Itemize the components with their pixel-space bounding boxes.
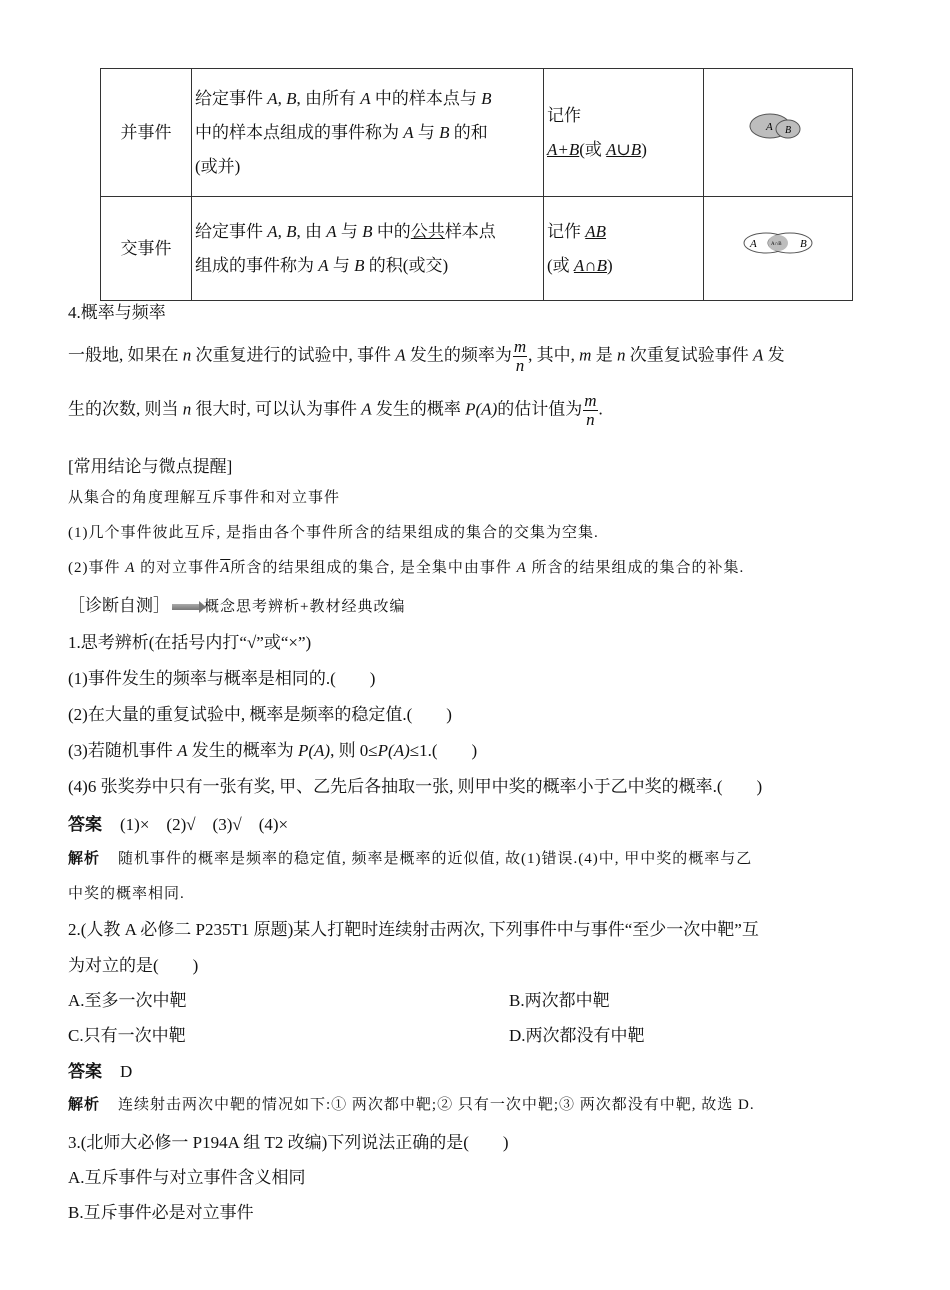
- venn-label-b: B: [800, 237, 807, 250]
- section-heading: 4.概率与频率: [68, 303, 166, 322]
- answer-label: 答案: [68, 815, 102, 834]
- option-c: C.只有一次中靶: [68, 1026, 186, 1045]
- question-title: 为对立的是( ): [68, 956, 199, 975]
- union-event-description: 给定事件 A, B, 由所有 A 中的样本点与 B 中的样本点组成的事件称为 A 与 B 的和 (或并): [192, 69, 544, 197]
- question-item: (3)若随机事件 A 发生的概率为 P(A), 则 0≤P(A)≤1.( ): [68, 741, 478, 760]
- union-venn-graphic: [738, 107, 818, 147]
- fraction-m-over-n: $\frac{m}{n}$: [584, 391, 597, 429]
- intersection-event-notation: 记作 AB (或 A∩B): [544, 197, 704, 301]
- table-row-intersection: [101, 197, 853, 301]
- conclusions-heading: [常用结论与微点提醒]: [68, 457, 233, 476]
- intersection-venn-graphic: [730, 225, 826, 261]
- question-title: 3.(北师大必修一 P194A 组 T2 改编)下列说法正确的是( ): [68, 1133, 509, 1152]
- analysis-label: 解析: [68, 1097, 101, 1113]
- fraction-m-over-n: $\frac{m}{n}$: [513, 337, 527, 375]
- union-event-name: 并事件: [101, 69, 192, 197]
- answer-line: 答案 (1)× (2)√ (3)√ (4)×: [68, 815, 289, 834]
- question-title: 2.(人教 A 必修二 P235T1 原题)某人打靶时连续射击两次, 下列事件中与事件“至少一次中靶”互: [68, 920, 759, 939]
- options-row: [68, 986, 928, 1011]
- option-a: A.互斥事件与对立事件含义相同: [68, 1168, 306, 1187]
- intersection-venn-diagram: [704, 197, 853, 301]
- event-definition-table: [100, 68, 853, 301]
- union-event-notation: 记作 A+B(或 A∪B): [544, 69, 704, 197]
- option-b: B.两次都中靶: [509, 991, 610, 1010]
- venn-label-a: A: [766, 120, 773, 133]
- conclusions-item: (2)事件 A 的对立事件$\overline{A}$所含的结果组成的集合, 是全集中由事件 A 所含的结果组成的集合的补集.: [68, 560, 745, 576]
- intersection-event-name: 交事件: [101, 197, 192, 301]
- venn-label-ab: A∩B: [771, 241, 782, 247]
- conclusions-intro: 从集合的角度理解互斥事件和对立事件: [68, 490, 341, 506]
- intersection-event-description: 给定事件 A, B, 由 A 与 B 中的公共样本点 组成的事件称为 A 与 B 的积(或交): [192, 197, 544, 301]
- options-row: [68, 1021, 928, 1046]
- question-item: (1)事件发生的频率与概率是相同的.( ): [68, 669, 376, 688]
- paragraph-line: 一般地, 如果在 n 次重复进行的试验中, 事件 A 发生的频率为 $\frac{m}{n}$ , 其中, m 是 n 次重复试验事件 A 发: [68, 337, 785, 375]
- venn-label-b: B: [785, 124, 792, 136]
- option-a: A.至多一次中靶: [68, 991, 187, 1010]
- analysis-line: 中奖的概率相同.: [68, 886, 185, 902]
- answer-line: 答案 D: [68, 1062, 133, 1081]
- venn-label-a: A: [750, 237, 757, 250]
- analysis-line: 解析 随机事件的概率是频率的稳定值, 频率是概率的近似值, 故(1)错误.(4)中, 甲中奖的概率与乙: [68, 851, 753, 867]
- answer-label: 答案: [68, 1062, 102, 1081]
- arrow-icon: [172, 604, 200, 610]
- analysis-label: 解析: [68, 851, 101, 867]
- table-row-union: [101, 69, 853, 197]
- conclusions-item: (1)几个事件彼此互斥, 是指由各个事件所含的结果组成的集合的交集为空集.: [68, 525, 599, 541]
- question-item: (2)在大量的重复试验中, 概率是频率的稳定值.( ): [68, 705, 452, 724]
- question-item: (4)6 张奖券中只有一张有奖, 甲、乙先后各抽取一张, 则甲中奖的概率小于乙中奖的概率.( ): [68, 777, 763, 796]
- option-d: D.两次都没有中靶: [509, 1026, 645, 1045]
- paragraph-line: 生的次数, 则当 n 很大时, 可以认为事件 A 发生的概率 P(A)的估计值为 $\frac{m}{n}$ .: [68, 391, 603, 429]
- diagnosis-heading: ［诊断自测］ 概念思考辨析+教材经典改编: [68, 596, 406, 615]
- question-title: 1.思考辨析(在括号内打“√”或“×”): [68, 633, 312, 652]
- analysis-line: 解析 连续射击两次中靶的情况如下:① 两次都中靶;② 只有一次中靶;③ 两次都没有中靶, 故选 D.: [68, 1097, 755, 1113]
- union-venn-diagram: [704, 69, 853, 197]
- option-b: B.互斥事件必是对立事件: [68, 1203, 254, 1222]
